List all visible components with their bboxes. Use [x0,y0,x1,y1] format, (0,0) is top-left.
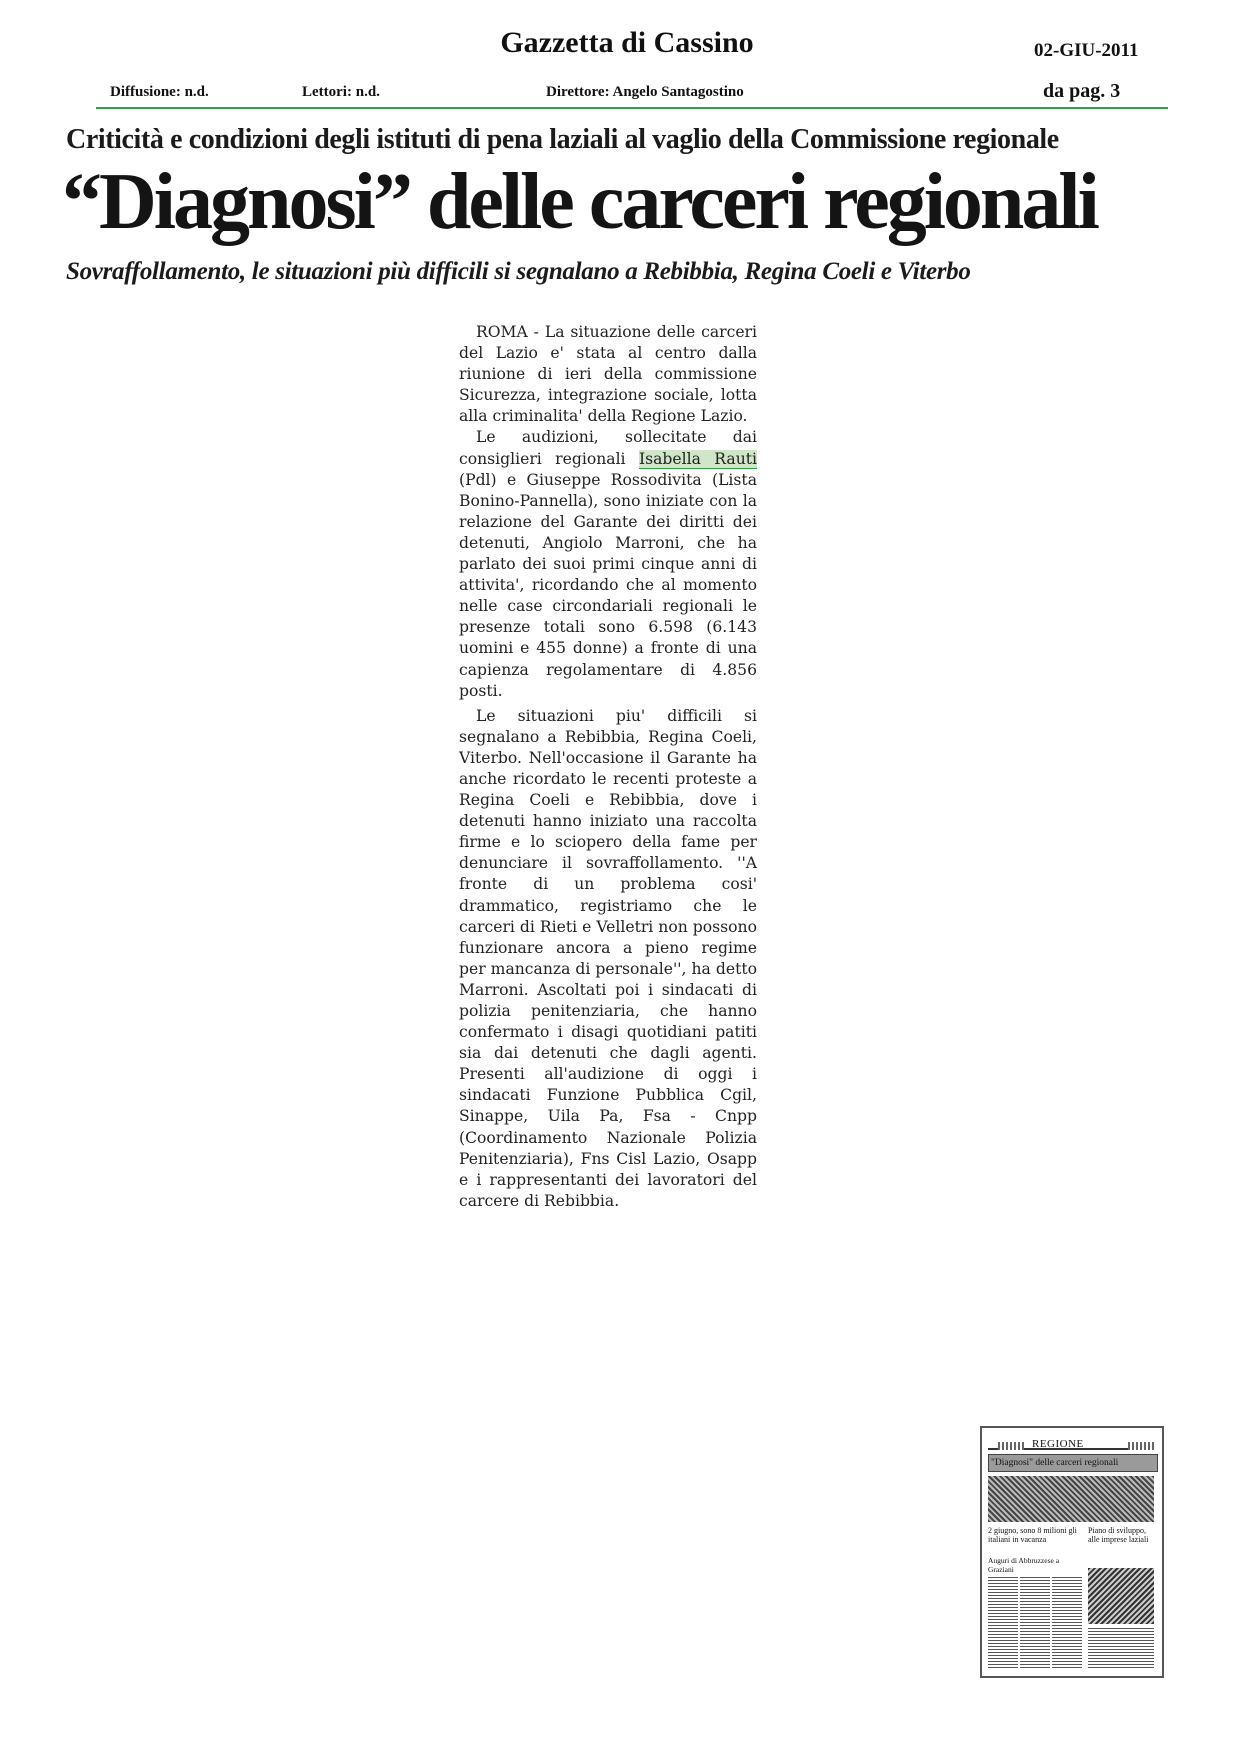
paragraph-2-end: (Pdl) e Giuseppe Rossodivita (Lista Bonino-Pannella), sono iniziate con la relazione del Garante dei diritti dei detenuti, Angiolo Marroni, che ha parlato dei suoi primi cinque anni di attivita', ricordando che al momento nelle case circondariali regionali le presenze totali sono 6.598 (6.143 uomini e 455 donne) a fronte di una capienza regolamentare di 4.856 posti. [459,470,757,700]
paragraph-2 [459,427,757,701]
highlighted-name: Isabella Rauti [638,449,757,468]
article-subhead: Sovraffollamento, le situazioni più difficili si segnalano a Rebibbia, Regina Coeli e Viterbo [66,258,971,285]
publication-date: 02-GIU-2011 [1034,40,1139,61]
article-kicker: Criticità e condizioni degli istituti di pena laziali al vaglio della Commissione regionale [66,124,1059,155]
paragraph-3: Le situazioni piu' difficili si segnalano a Rebibbia, Regina Coeli, Viterbo. Nell'occasione il Garante ha anche ricordato le recenti proteste a Regina Coeli e Rebibbia, dove i detenuti hanno iniziato una raccolta firme e lo sciopero della fame per denunciare il sovraffollamento. ''A fronte di un problema cosi' drammatico, registriamo che le carceri di Rieti e Velletri non possono funzionare ancora a pieno regime per mancanza di personale'', ha detto Marroni. Ascoltati poi i sindacati di polizia penitenziaria, che hanno confermato i disagi quotidiani patiti sia dai detenuti che dagli agenti. Presenti all'audizione di oggi i sindacati Funzione Pubblica Cgil, Sinappe, Uila Pa, Fsa - Cnpp (Coordinamento Nazionale Polizia Penitenziaria), Fns Cisl Lazio, Osapp e i rappresentanti dei lavoratori del carcere di Rebibbia. [459,706,757,1210]
publication-title: Gazzetta di Cassino [500,26,754,59]
paragraph-1: ROMA - La situazione delle carceri del Lazio e' stata al centro dalla riunione di ieri della commissione Sicurezza, integrazione sociale, lotta alla criminalita' della Regione Lazio. [459,323,757,426]
thumbnail-text-column [988,1576,1018,1668]
thumbnail-photo [988,1476,1154,1522]
thumbnail-caption-3: Auguri di Abbruzzese a Graziani [988,1556,1060,1574]
thumbnail-text-column [1088,1628,1154,1668]
thumbnail-caption-1: 2 giugno, sono 8 milioni gli italiani in vacanza [988,1526,1077,1544]
page-thumbnail [980,1426,1164,1678]
direttore-label: Direttore: Angelo Santagostino [546,84,744,100]
header-rule [96,107,1168,109]
thumbnail-text-column [1020,1576,1050,1668]
thumbnail-number-icon [1128,1442,1156,1450]
thumbnail-header-bar [988,1434,1154,1450]
paragraph-2-start: Le audizioni, sollecitate dai consiglieri regionali [459,428,757,468]
thumbnail-headline: "Diagnosi" delle carceri regionali [988,1454,1158,1472]
page-number: da pag. 3 [1043,80,1121,102]
thumbnail-text-column [1052,1576,1082,1668]
article-headline: “Diagnosi” delle carceri regionali [62,158,1097,246]
thumbnail-photo-2 [1088,1568,1154,1624]
thumbnail-caption-2: Piano di sviluppo, alle imprese laziali [1088,1526,1149,1544]
article-body [459,322,757,1212]
diffusione-label: Diffusione: n.d. [110,84,209,100]
thumbnail-logo-icon [998,1442,1024,1450]
thumbnail-section: REGIONE [1032,1438,1084,1450]
lettori-label: Lettori: n.d. [302,84,380,100]
